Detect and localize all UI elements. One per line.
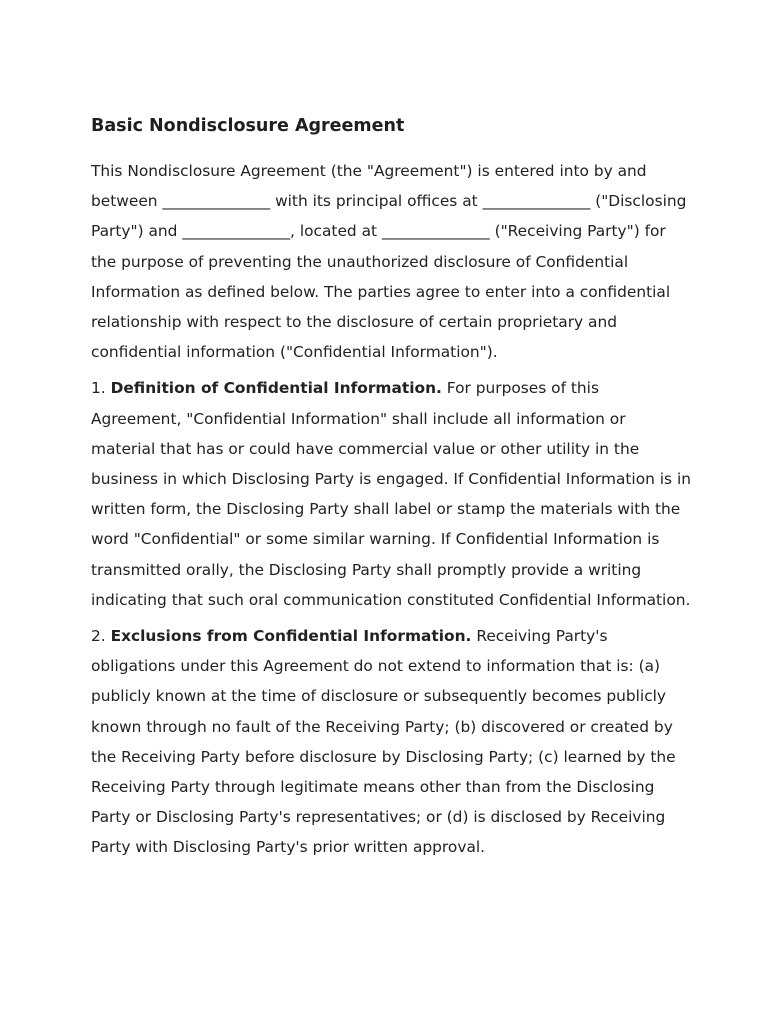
section-1-number: 1.	[91, 379, 106, 398]
document-title: Basic Nondisclosure Agreement	[91, 116, 405, 136]
section-2-heading: Exclusions from Confidential Information.	[110, 627, 472, 646]
section-2	[91, 621, 691, 863]
intro-paragraph: This Nondisclosure Agreement (the "Agreement") is entered into by and between ______________ with its principal offices at ______________ ("Disclosing Party") and ______________, located at ______________ ("Receiving Party") for the purpose of preventing the unauthorized disclosure of Confidential Information as defined below. The parties agree to enter into a confidential relationship with respect to the disclosure of certain proprietary and confidential information ("Confidential Information").	[91, 162, 687, 362]
section-1	[91, 373, 691, 615]
document-page	[91, 112, 691, 869]
section-2-body: Receiving Party's obligations under this Agreement do not extend to information that is: (a) publicly known at the time of disclosure or subsequently becomes publicly known through no fault of the Receiving Party; (b) discovered or created by the Receiving Party before disclosure by Disclosing Party; (c) learned by the Receiving Party through legitimate means other than from the Disclosing Party or Disclosing Party's representatives; or (d) is disclosed by Receiving Party with Disclosing Party's prior written approval.	[91, 627, 676, 857]
section-2-number: 2.	[91, 627, 106, 646]
section-1-body: For purposes of this Agreement, "Confidential Information" shall include all information or material that has or could have commercial value or other utility in the business in which Disclosing Party is engaged. If Confidential Information is in written form, the Disclosing Party shall label or stamp the materials with the word "Confidential" or some similar warning. If Confidential Information is transmitted orally, the Disclosing Party shall promptly provide a writing indicating that such oral communication constituted Confidential Information.	[91, 379, 691, 609]
section-1-heading: Definition of Confidential Information.	[110, 379, 442, 398]
